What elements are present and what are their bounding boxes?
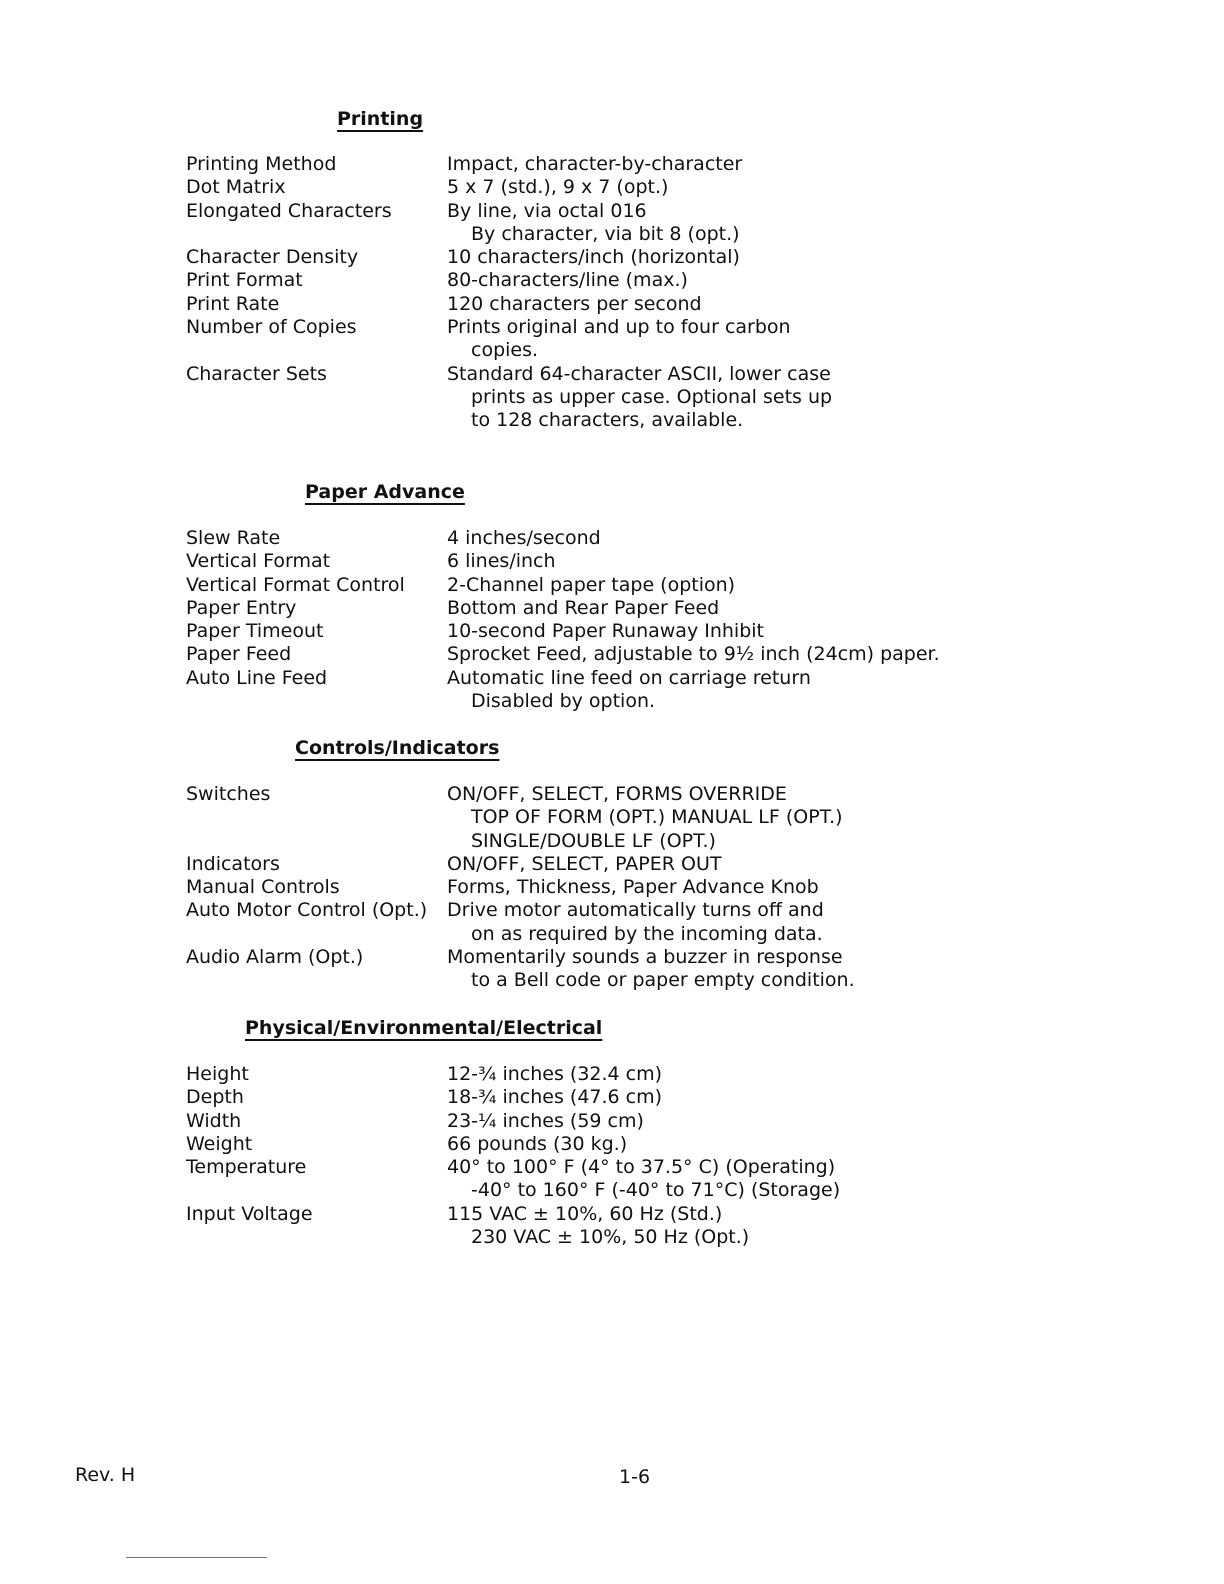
- spec-row: [186, 1203, 946, 1250]
- spec-value-line: 10-second Paper Runaway Inhibit: [447, 620, 764, 643]
- spec-value-line: copies.: [471, 339, 539, 362]
- spec-value-line: to a Bell code or paper empty condition.: [471, 969, 855, 992]
- spec-value-line: TOP OF FORM (OPT.) MANUAL LF (OPT.): [471, 806, 843, 829]
- section-title-controls-indicators: Controls/Indicators: [295, 737, 500, 759]
- spec-row: [186, 246, 946, 269]
- spec-row: [186, 1086, 946, 1109]
- spec-value-line: Automatic line feed on carriage return: [447, 666, 811, 689]
- spec-row: [186, 269, 946, 292]
- spec-row: [186, 620, 946, 643]
- spec-label: Auto Motor Control (Opt.): [186, 899, 428, 922]
- spec-row: [186, 946, 946, 993]
- spec-table-controls-indicators: [186, 783, 946, 993]
- spec-row: [186, 293, 946, 316]
- spec-label: Character Density: [186, 246, 359, 269]
- spec-value: [447, 1086, 946, 1109]
- spec-value-line: By character, via bit 8 (opt.): [471, 222, 740, 245]
- footer-rule: [126, 1557, 267, 1558]
- spec-row: [186, 1133, 946, 1156]
- spec-table-printing: [186, 153, 946, 433]
- spec-value-line: 230 VAC ± 10%, 50 Hz (Opt.): [471, 1226, 750, 1249]
- spec-label: Paper Timeout: [186, 620, 324, 643]
- spec-value-line: Disabled by option.: [471, 690, 656, 713]
- spec-label: Paper Entry: [186, 596, 297, 619]
- spec-value-line: ON/OFF, SELECT, FORMS OVERRIDE: [447, 783, 787, 805]
- spec-label: Indicators: [186, 852, 280, 875]
- spec-value-line: Forms, Thickness, Paper Advance Knob: [447, 876, 819, 899]
- spec-row: [186, 550, 946, 573]
- spec-value: [447, 550, 946, 573]
- spec-value-line: 40° to 100° F (4° to 37.5° C) (Operating): [447, 1156, 836, 1179]
- spec-value: [447, 1063, 946, 1086]
- spec-value-line: -40° to 160° F (-40° to 71°C) (Storage): [471, 1179, 841, 1202]
- spec-value-line: to 128 characters, available.: [471, 409, 744, 432]
- spec-value-line: 80-characters/line (max.): [447, 269, 688, 292]
- spec-value: [447, 269, 946, 292]
- spec-value-line: 18-¾ inches (47.6 cm): [447, 1086, 663, 1109]
- spec-value-line: on as required by the incoming data.: [471, 922, 823, 945]
- spec-row: [186, 200, 946, 247]
- spec-label: Vertical Format: [186, 550, 331, 573]
- spec-row: [186, 363, 946, 433]
- spec-label: Manual Controls: [186, 876, 340, 899]
- spec-label: Slew Rate: [186, 527, 281, 549]
- spec-value-line: SINGLE/DOUBLE LF (OPT.): [471, 829, 716, 852]
- spec-value-line: Prints original and up to four carbon: [447, 316, 791, 339]
- spec-row: [186, 574, 946, 597]
- spec-table-physical: [186, 1063, 946, 1249]
- spec-value: [447, 153, 946, 176]
- spec-value-line: By line, via octal 016: [447, 199, 647, 222]
- spec-value-line: Momentarily sounds a buzzer in response: [447, 946, 843, 969]
- spec-label: Character Sets: [186, 362, 327, 385]
- section-title-printing: Printing: [337, 108, 424, 130]
- spec-row: [186, 527, 946, 550]
- spec-value: [447, 200, 946, 247]
- section-title-paper-advance: Paper Advance: [305, 481, 465, 503]
- spec-label: Audio Alarm (Opt.): [186, 946, 364, 969]
- spec-label: Temperature: [186, 1156, 307, 1179]
- spec-label: Elongated Characters: [186, 199, 392, 222]
- spec-value-line: Drive motor automatically turns off and: [447, 899, 824, 922]
- spec-label: Number of Copies: [186, 316, 357, 339]
- spec-value-line: 115 VAC ± 10%, 60 Hz (Std.): [447, 1202, 723, 1225]
- spec-row: [186, 667, 946, 714]
- revision-label: Rev. H: [75, 1464, 136, 1486]
- spec-label: Depth: [186, 1086, 244, 1109]
- spec-value: [447, 316, 946, 363]
- spec-value: [447, 1133, 946, 1156]
- spec-value: [447, 783, 946, 853]
- spec-value-line: prints as upper case. Optional sets up: [471, 385, 833, 408]
- spec-value-line: Sprocket Feed, adjustable to 9½ inch (24cm) paper.: [447, 643, 940, 666]
- spec-value-line: Impact, character-by-character: [447, 153, 743, 175]
- spec-row: [186, 1063, 946, 1086]
- spec-row: [186, 643, 946, 666]
- spec-value: [447, 527, 946, 550]
- spec-label: Paper Feed: [186, 643, 292, 666]
- spec-row: [186, 597, 946, 620]
- spec-value: [447, 876, 946, 899]
- spec-value: [447, 899, 946, 946]
- spec-value: [447, 1110, 946, 1133]
- spec-value: [447, 597, 946, 620]
- spec-value: [447, 946, 946, 993]
- section-title-physical: Physical/Environmental/Electrical: [245, 1017, 603, 1039]
- spec-value-line: ON/OFF, SELECT, PAPER OUT: [447, 852, 722, 875]
- spec-value-line: 120 characters per second: [447, 292, 702, 315]
- spec-table-paper-advance: [186, 527, 946, 713]
- spec-value: [447, 1156, 946, 1203]
- spec-row: [186, 176, 946, 199]
- spec-row: [186, 783, 946, 853]
- spec-value: [447, 853, 946, 876]
- spec-value: [447, 363, 946, 433]
- spec-value: [447, 667, 946, 714]
- spec-row: [186, 153, 946, 176]
- spec-label: Switches: [186, 783, 271, 805]
- spec-label: Vertical Format Control: [186, 573, 405, 596]
- spec-value-line: 5 x 7 (std.), 9 x 7 (opt.): [447, 176, 669, 199]
- spec-label: Print Rate: [186, 292, 280, 315]
- spec-value-line: Bottom and Rear Paper Feed: [447, 596, 720, 619]
- spec-label: Weight: [186, 1132, 253, 1155]
- spec-label: Width: [186, 1109, 242, 1132]
- spec-value: [447, 1203, 946, 1250]
- spec-value-line: 2-Channel paper tape (option): [447, 573, 736, 596]
- spec-value: [447, 246, 946, 269]
- spec-row: [186, 876, 946, 899]
- spec-label: Printing Method: [186, 153, 337, 175]
- spec-value: [447, 620, 946, 643]
- spec-label: Print Format: [186, 269, 303, 292]
- spec-label: Input Voltage: [186, 1202, 313, 1225]
- spec-row: [186, 1156, 946, 1203]
- spec-row: [186, 316, 946, 363]
- spec-value-line: 66 pounds (30 kg.): [447, 1132, 628, 1155]
- spec-label: Height: [186, 1063, 249, 1085]
- page-number: 1-6: [619, 1466, 651, 1488]
- spec-row: [186, 1110, 946, 1133]
- spec-value-line: 10 characters/inch (horizontal): [447, 246, 740, 269]
- spec-value-line: Standard 64-character ASCII, lower case: [447, 362, 831, 385]
- spec-value-line: 4 inches/second: [447, 527, 601, 549]
- spec-value-line: 12-¾ inches (32.4 cm): [447, 1063, 663, 1085]
- spec-value: [447, 643, 946, 666]
- spec-row: [186, 853, 946, 876]
- spec-value: [447, 574, 946, 597]
- spec-value: [447, 176, 946, 199]
- spec-row: [186, 899, 946, 946]
- spec-value: [447, 293, 946, 316]
- spec-value-line: 23-¼ inches (59 cm): [447, 1109, 644, 1132]
- spec-value-line: 6 lines/inch: [447, 550, 556, 573]
- spec-label: Auto Line Feed: [186, 666, 328, 689]
- spec-label: Dot Matrix: [186, 176, 286, 199]
